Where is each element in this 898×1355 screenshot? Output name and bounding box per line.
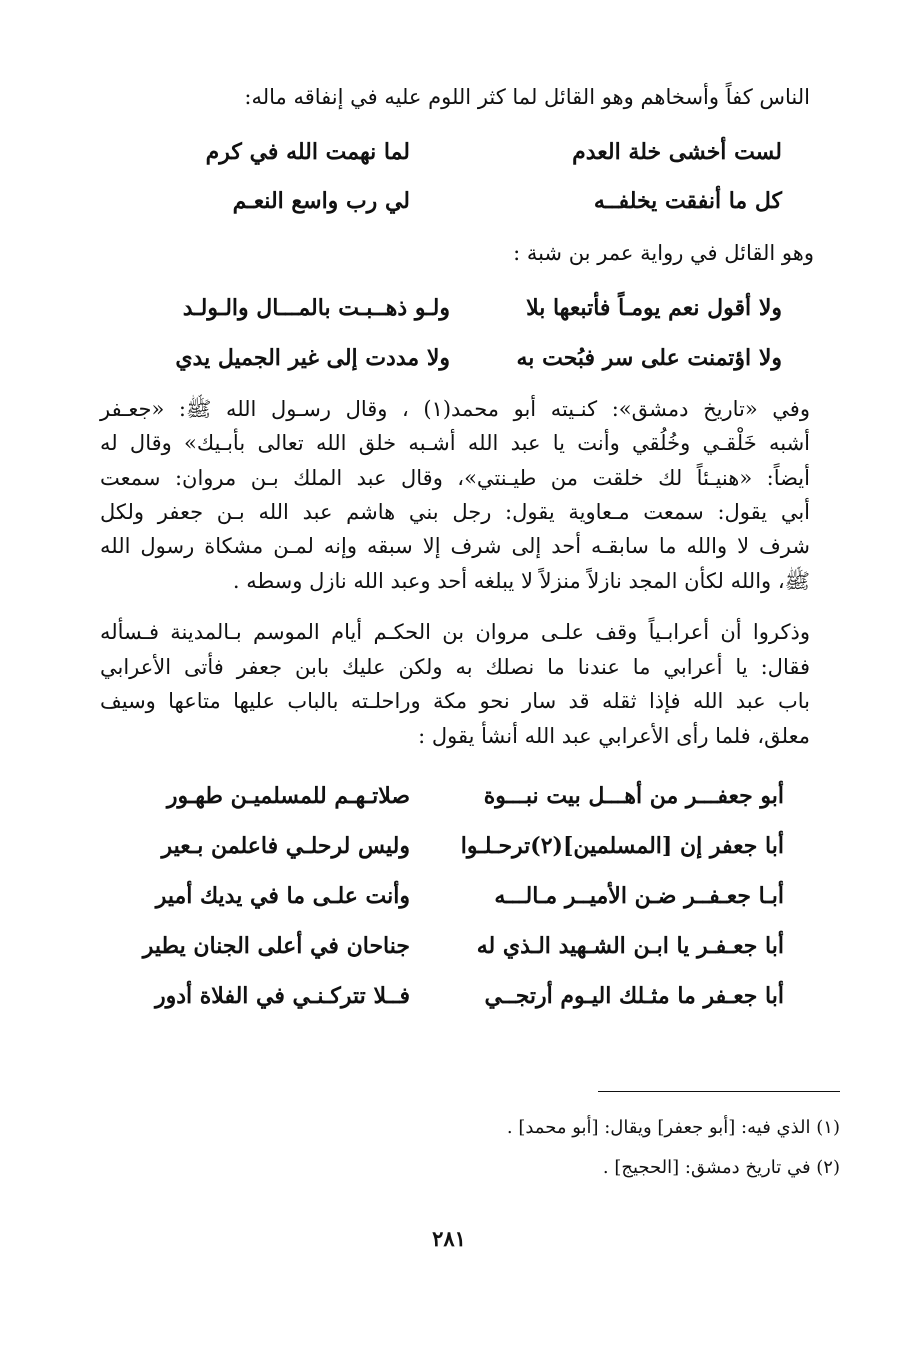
paragraph1-line: أيضاً: «هنيـئاً لك خلقت من طيـنتي»، وقال عبد الملك بـن مروان: سمعت: [100, 466, 810, 490]
poem3-couplet-4: [85, 928, 810, 964]
poem3-couplet-5: [85, 978, 810, 1014]
poem3-hemistich-first: أبا جعفر إن [المسلمين](٢)ترحـلـوا: [460, 833, 784, 859]
poem1-hemistich-second: لما نهمت الله في كرم: [205, 139, 410, 165]
poem3-hemistich-second: وأنت علـى ما في يديك أمير: [155, 883, 410, 909]
poem3-couplet-3: [85, 878, 810, 914]
poem3-hemistich-first: أبا جعـفر ما مثـلك اليـوم أرتجــي: [484, 983, 784, 1009]
poem1-couplet-1: [85, 134, 810, 170]
footnote-separator: [598, 1091, 840, 1092]
paragraph2-line: باب عبد الله فإذا ثقله قد سار نحو مكة وراحلـته بالباب عليها متاعها وسيف: [100, 689, 810, 713]
poem3-hemistich-second: وليس لرحلـي فاعلمن بـعير: [161, 833, 410, 859]
paragraph1-line: شرف لا والله ما سابقـه أحد إلى شرف إلا سبقه وإنه لمـن مشكاة رسول الله: [100, 534, 810, 558]
poem3-hemistich-second: صلاتـهـم للمسلميـن طهـور: [166, 783, 410, 809]
poem2-couplet-2: [85, 340, 810, 376]
poem2-couplet-1: [85, 290, 810, 326]
paragraph2-line: معلق، فلما رأى الأعرابي عبد الله أنشأ يقول :: [418, 724, 810, 748]
poem1-hemistich-second: لي رب واسع النعـم: [232, 188, 410, 214]
footnote-2: (٢) في تاريخ دمشق: [الحجيج] .: [602, 1157, 840, 1178]
paragraph2-line: فقال: يا أعرابي ما عندنا ما نصلك به ولكن عليك بابن جعفر فأتى الأعرابي: [100, 655, 810, 679]
poem2-hemistich-second: ولا مددت إلى غير الجميل يدي: [175, 345, 450, 371]
poem3-hemistich-first: أبـا جعـفــر ضـن الأميــر مـالـــه: [494, 883, 784, 909]
intro-line: الناس كفاً وأسخاهم وهو القائل لما كثر اللوم عليه في إنفاقه ماله:: [244, 85, 810, 109]
narration-line: وهو القائل في رواية عمر بن شبة :: [513, 241, 814, 265]
poem3-hemistich-second: جناحان في أعلى الجنان يطير: [142, 933, 410, 959]
poem3-hemistich-second: فــلا تتركـنـي في الفلاة أدور: [154, 983, 410, 1009]
poem3-hemistich-first: أبو جعفـــر من أهـــل بيت نبـــوة: [483, 783, 784, 809]
footnote-1: (١) الذي فيه: [أبو جعفر] ويقال: [أبو محمد] .: [506, 1117, 840, 1138]
paragraph1-line: أشبه خَلْقـي وخُلُقي وأنت يا عبد الله أشـبه خلق الله تعالى بأبـيك» وقال له: [100, 431, 810, 455]
poem1-couplet-2: [85, 183, 810, 219]
poem3-couplet-2: [85, 828, 810, 864]
poem3-couplet-1: [85, 778, 810, 814]
poem2-hemistich-second: ولـو ذهــبـت بالمـــال والـولـد: [182, 295, 450, 321]
poem1-hemistich-first: لست أخشى خلة العدم: [572, 139, 782, 165]
paragraph1-line: أبي يقول: سمعت مـعاوية يقول: رجل بني هاشم عبد الله بـن جعفر ولكل: [100, 500, 810, 524]
paragraph1-line: وفي «تاريخ دمشق»: كنـيته أبو محمد(١) ، وقال رسـول الله ﷺ: «جعـفر: [100, 397, 810, 421]
paragraph1-line: ﷺ، والله لكأن المجد نازلاً منزلاً لا يبلغه أحد وعبد الله نازل وسطه .: [232, 569, 810, 593]
poem2-hemistich-first: ولا أقول نعم يومـاً فأتبعها بلا: [526, 295, 782, 321]
poem2-hemistich-first: ولا اؤتمنت على سر فبُحت به: [516, 345, 782, 371]
paragraph2-line: وذكروا أن أعرابـياً وقف علـى مروان بن الحكـم أيام الموسم بـالمدينة فـسأله: [100, 620, 810, 644]
poem3-hemistich-first: أبا جعـفـر يا ابـن الشـهيد الـذي له: [476, 933, 784, 959]
page-number: ٢٨١: [432, 1226, 466, 1251]
poem1-hemistich-first: كل ما أنفقت يخلفــه: [593, 188, 782, 214]
